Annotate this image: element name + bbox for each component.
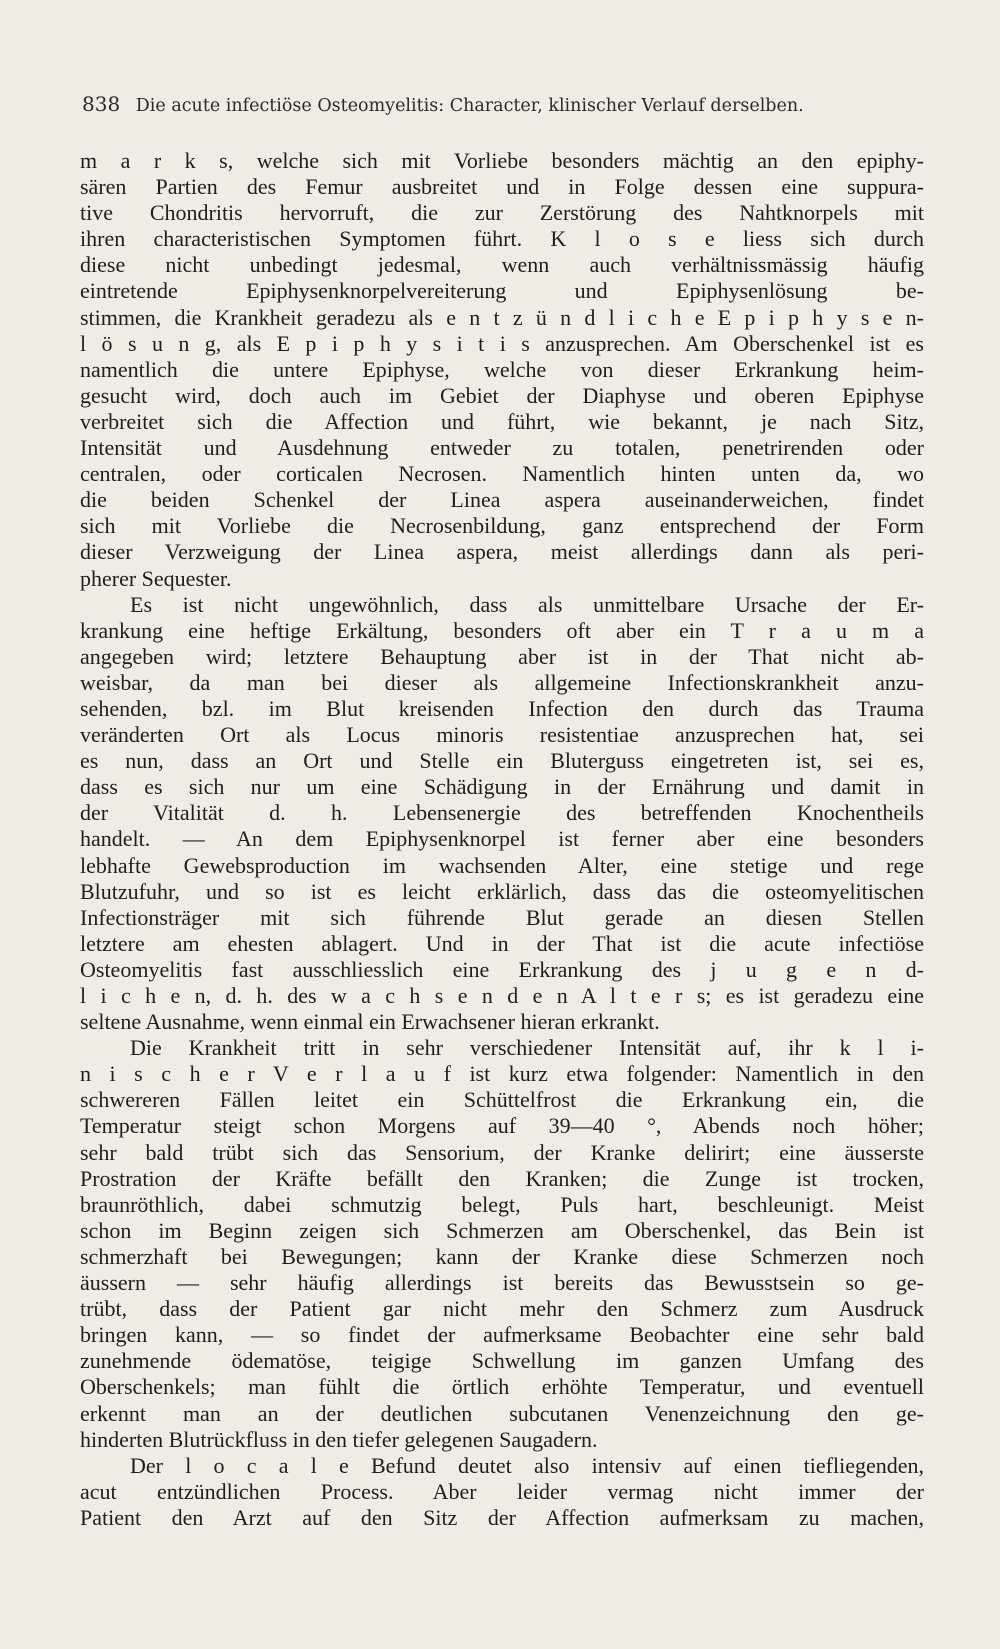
text-line: es nun, dass an Ort und Stelle ein Bluterguss eingetreten ist, sei es, xyxy=(80,748,924,774)
text-line: schmerzhaft bei Bewegungen; kann der Kranke diese Schmerzen noch xyxy=(80,1243,924,1269)
text-line: schwereren Fällen leitet ein Schüttelfrost die Erkrankung ein, die xyxy=(80,1087,924,1113)
text-line: m a r k s, welche sich mit Vorliebe besonders mächtig an den epiphy- xyxy=(80,148,924,173)
text-line: l i c h e n, d. h. des w a c h s e n d e n A l t e r s; es ist geradezu eine xyxy=(80,983,924,1008)
text-line: Der l o c a l e Befund deutet also intensiv auf einen tiefliegenden, xyxy=(130,1452,924,1478)
text-line: braunröthlich, dabei schmutzig belegt, Puls hart, beschleunigt. Meist xyxy=(80,1191,924,1217)
text-line: acut entzündlichen Process. Aber leider vermag nicht immer der xyxy=(80,1478,924,1504)
text-line: n i s c h e r V e r l a u f ist kurz etwa folgender: Namentlich in den xyxy=(80,1061,924,1087)
text-line: Blutzufuhr, und so ist es leicht erklärlich, dass das die osteomyelitischen xyxy=(80,878,924,904)
text-line: seltene Ausnahme, wenn einmal ein Erwachsener hieran erkrankt. xyxy=(80,1009,660,1035)
text-line: Die Krankheit tritt in sehr verschiedener Intensität auf, ihr k l i- xyxy=(130,1035,924,1061)
text-line: erkennt man an der deutlichen subcutanen Venenzeichnung den ge- xyxy=(80,1400,924,1426)
text-line: l ö s u n g, als E p i p h y s i t i s anzusprechen. Am Oberschenkel ist es xyxy=(80,330,924,356)
text-line: dieser Verzweigung der Linea aspera, meist allerdings dann als peri- xyxy=(80,539,924,565)
text-line: diese nicht unbedingt jedesmal, wenn auch verhältnissmässig häufig xyxy=(80,252,924,278)
text-line: dass es sich nur um eine Schädigung in der Ernährung und damit in xyxy=(80,774,924,800)
text-line: Prostration der Kräfte befällt den Kranken; die Zunge ist trocken, xyxy=(80,1165,924,1191)
text-line: krankung eine heftige Erkältung, besonders oft aber ein T r a u m a xyxy=(80,617,924,643)
text-line: sären Partien des Femur ausbreitet und in Folge dessen eine suppura- xyxy=(80,174,924,200)
text-line: Oberschenkels; man fühlt die örtlich erhöhte Temperatur, und eventuell xyxy=(80,1374,924,1400)
text-line: Osteomyelitis fast ausschliesslich eine Erkrankung des j u g e n d- xyxy=(80,956,924,982)
text-line: angegeben wird; letztere Behauptung aber ist in der That nicht ab- xyxy=(80,643,924,669)
text-line: namentlich die untere Epiphyse, welche von dieser Erkrankung heim- xyxy=(80,356,924,382)
text-line: hinderten Blutrückfluss in den tiefer gelegenen Saugadern. xyxy=(80,1426,598,1452)
text-line: lebhafte Gewebsproduction im wachsenden Alter, eine stetige und rege xyxy=(80,852,924,878)
text-line: bringen kann, — so findet der aufmerksame Beobachter eine sehr bald xyxy=(80,1322,924,1348)
text-line: letztere am ehesten ablagert. Und in der That ist die acute infectiöse xyxy=(80,930,924,956)
body-text xyxy=(80,148,924,1531)
text-line: centralen, oder corticalen Necrosen. Namentlich hinten unten da, wo xyxy=(80,461,924,487)
text-line: Infectionsträger mit sich führende Blut gerade an diesen Stellen xyxy=(80,904,924,930)
text-line: sehenden, bzl. im Blut kreisenden Infection den durch das Trauma xyxy=(80,695,924,721)
text-line: tive Chondritis hervorruft, die zur Zerstörung des Nahtknorpels mit xyxy=(80,200,924,226)
text-line: stimmen, die Krankheit geradezu als e n t z ü n d l i c h e E p i p h y s e n- xyxy=(80,304,924,330)
text-line: sehr bald trübt sich das Sensorium, der Kranke delirirt; eine äusserste xyxy=(80,1139,924,1165)
running-title: Die acute infectiöse Osteomyelitis: Character, klinischer Verlauf derselben. xyxy=(135,96,804,116)
text-line: pherer Sequester. xyxy=(80,565,232,591)
text-line: verbreitet sich die Affection und führt, wie bekannt, je nach Sitz, xyxy=(80,408,924,434)
text-line: schon im Beginn zeigen sich Schmerzen am Oberschenkel, das Bein ist xyxy=(80,1217,924,1243)
text-line: Temperatur steigt schon Morgens auf 39—40 °, Abends noch höher; xyxy=(80,1113,924,1139)
text-line: eintretende Epiphysenknorpelvereiterung und Epiphysenlösung be- xyxy=(80,278,924,304)
text-line: der Vitalität d. h. Lebensenergie des betreffenden Knochentheils xyxy=(80,800,924,826)
text-line: Es ist nicht ungewöhnlich, dass als unmittelbare Ursache der Er- xyxy=(130,591,924,617)
text-line: weisbar, da man bei dieser als allgemeine Infectionskrankheit anzu- xyxy=(80,669,924,695)
page-number: 838 xyxy=(82,92,121,116)
text-line: handelt. — An dem Epiphysenknorpel ist ferner aber eine besonders xyxy=(80,826,924,852)
text-line: Intensität und Ausdehnung entweder zu totalen, penetrirenden oder xyxy=(80,435,924,461)
text-line: die beiden Schenkel der Linea aspera auseinanderweichen, findet xyxy=(80,487,924,513)
text-line: Patient den Arzt auf den Sitz der Affection aufmerksam zu machen, xyxy=(80,1504,924,1530)
text-line: gesucht wird, doch auch im Gebiet der Diaphyse und oberen Epiphyse xyxy=(80,382,924,408)
running-header xyxy=(82,92,922,116)
text-line: ihren characteristischen Symptomen führt. K l o s e liess sich durch xyxy=(80,226,924,252)
text-line: trübt, dass der Patient gar nicht mehr den Schmerz zum Ausdruck xyxy=(80,1296,924,1322)
text-line: zunehmende ödematöse, teigige Schwellung im ganzen Umfang des xyxy=(80,1348,924,1374)
text-line: äussern — sehr häufig allerdings ist bereits das Bewusstsein so ge- xyxy=(80,1270,924,1296)
text-line: sich mit Vorliebe die Necrosenbildung, ganz entsprechend der Form xyxy=(80,513,924,539)
text-line: veränderten Ort als Locus minoris resistentiae anzusprechen hat, sei xyxy=(80,722,924,748)
